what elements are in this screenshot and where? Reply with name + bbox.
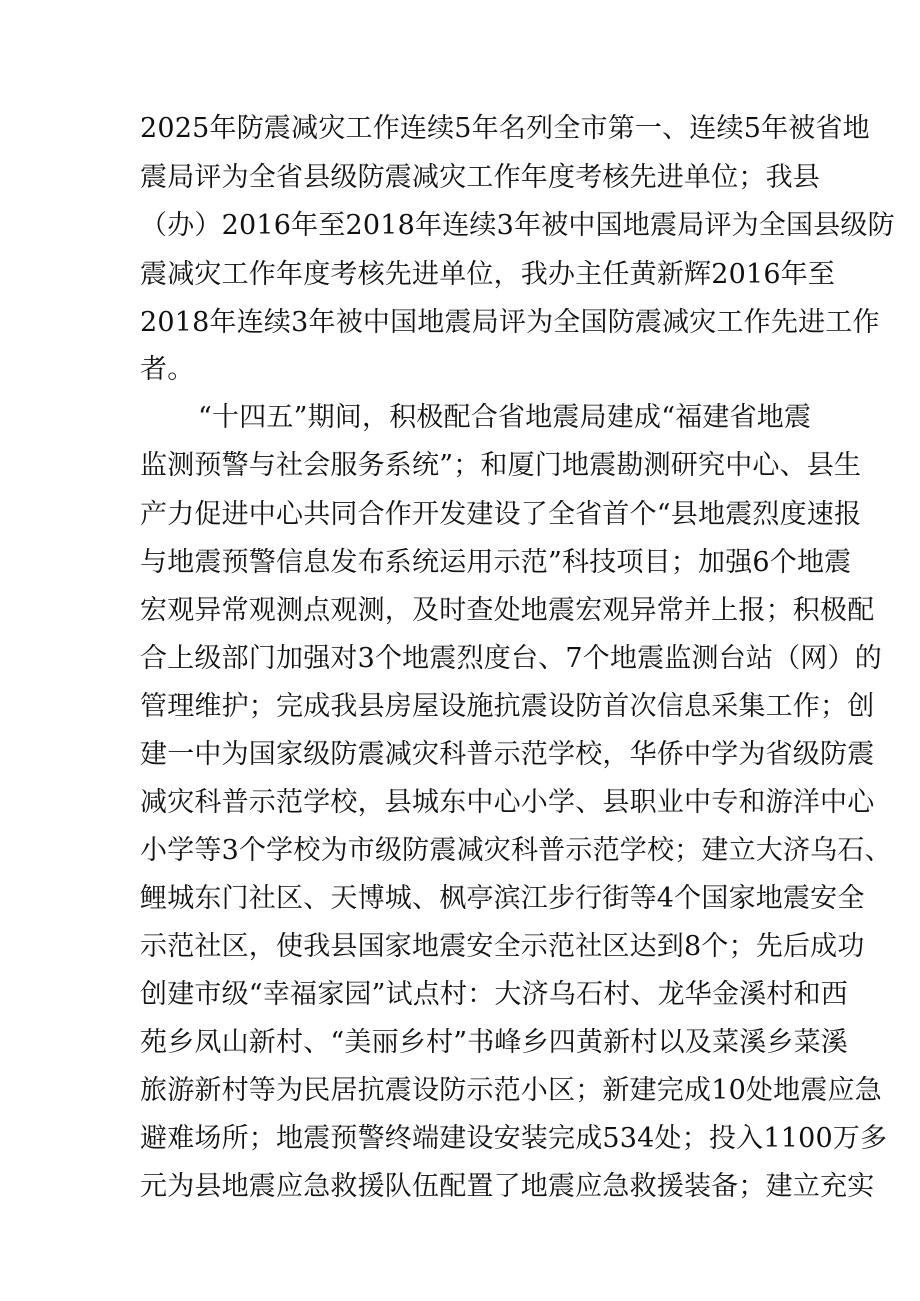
paragraph-1-line-3: （办）2016年至2018年连续3年被中国地震局评为全国县级防: [140, 210, 895, 241]
paragraph-2-line-16: 避难场所；地震预警终端建设安装完成534处；投入1100万多: [140, 1123, 888, 1154]
paragraph-1-line-1: 2025年防震减灾工作连续5年名列全市第一、连续5年被省地: [140, 113, 870, 144]
paragraph-2-line-9: 减灾科普示范学校，县城东中心小学、县职业中专和游洋中心: [140, 787, 875, 818]
paragraph-2-line-12: 示范社区，使我县国家地震安全示范社区达到8个；先后成功: [140, 931, 865, 962]
paragraph-1-line-4: 震减灾工作年度考核先进单位，我办主任黄新辉2016年至: [140, 259, 836, 290]
paragraph-2-line-3: 产力促进中心共同合作开发建设了全省首个“县地震烈度速报: [140, 499, 862, 530]
paragraph-1-line-2: 震局评为全省县级防震减灾工作年度考核先进单位；我县: [140, 162, 820, 193]
paragraph-1-line-6: 者。: [140, 354, 195, 385]
paragraph-2-line-1: “十四五”期间，积极配合省地震局建成“福建省地震: [198, 402, 812, 433]
paragraph-1-line-5: 2018年连续3年被中国地震局评为全国防震减灾工作先进工作: [140, 307, 880, 338]
paragraph-2-line-10: 小学等3个学校为市级防震减灾科普示范学校；建立大济乌石、: [140, 835, 892, 866]
paragraph-2-line-11: 鲤城东门社区、天博城、枫亭滨江步行街等4个国家地震安全: [140, 883, 865, 914]
paragraph-2-line-14: 苑乡凤山新村、“美丽乡村”书峰乡四黄新村以及菜溪乡菜溪: [140, 1027, 849, 1058]
paragraph-2-line-17: 元为县地震应急救援队伍配置了地震应急救援装备；建立充实: [140, 1171, 875, 1202]
paragraph-2-line-15: 旅游新村等为民居抗震设防示范小区；新建完成10处地震应急: [140, 1075, 882, 1106]
paragraph-2-line-8: 建一中为国家级防震减灾科普示范学校，华侨中学为省级防震: [140, 739, 875, 770]
paragraph-2-line-13: 创建市级“幸福家园”试点村：大济乌石村、龙华金溪村和西: [140, 979, 849, 1010]
paragraph-2-line-4: 与地震预警信息发布系统运用示范”科技项目；加强6个地震: [140, 547, 852, 578]
paragraph-2-line-6: 合上级部门加强对3个地震烈度台、7个地震监测台站（网）的: [140, 643, 882, 674]
paragraph-2-line-2: 监测预警与社会服务系统”；和厦门地震勘测研究中心、县生: [140, 450, 862, 481]
paragraph-2-line-5: 宏观异常观测点观测，及时查处地震宏观异常并上报；积极配: [140, 595, 875, 626]
paragraph-2-line-7: 管理维护；完成我县房屋设施抗震设防首次信息采集工作；创: [140, 691, 875, 722]
